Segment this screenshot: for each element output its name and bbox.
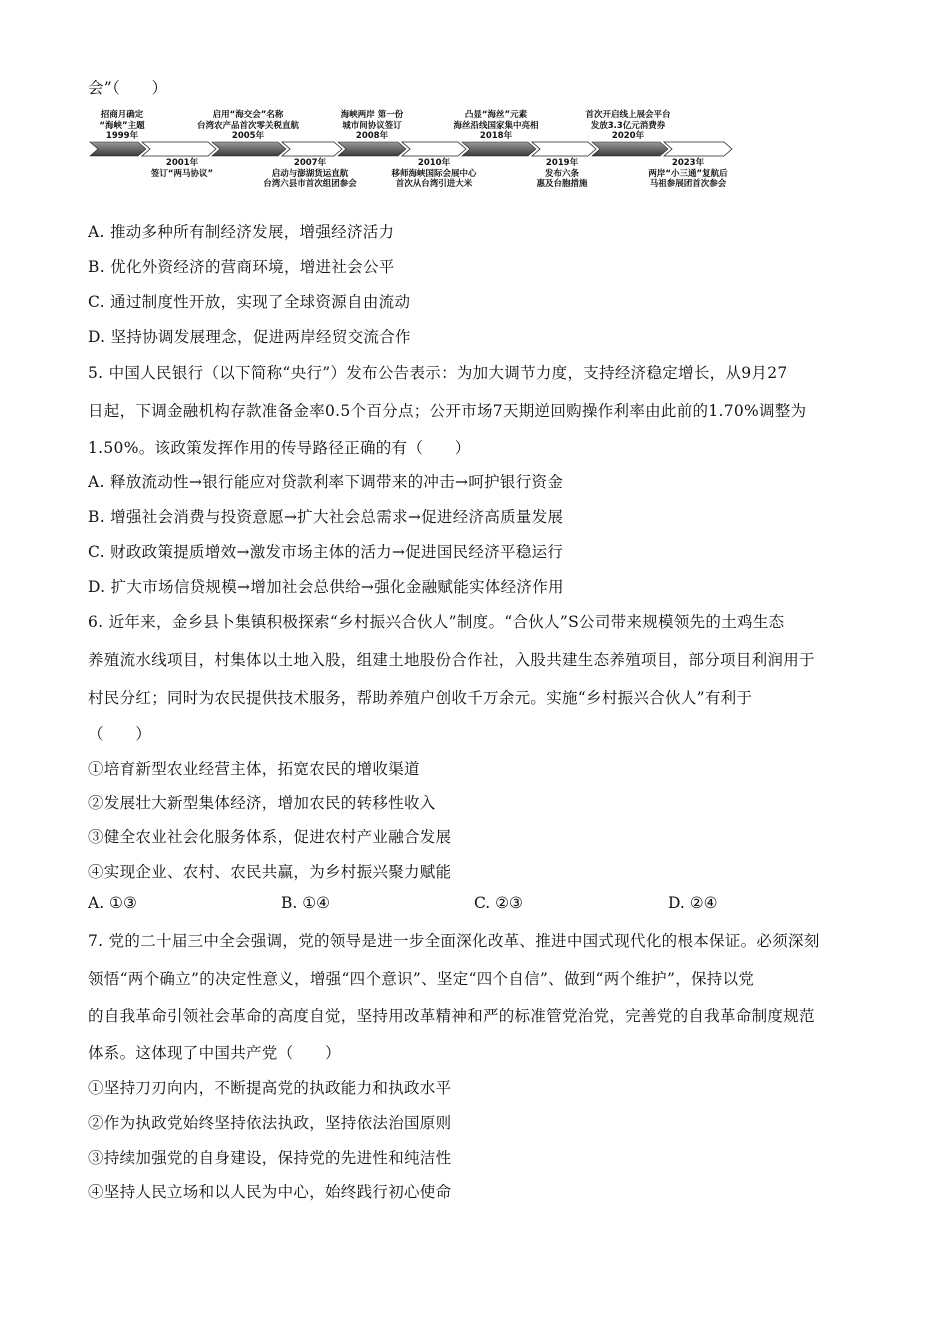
q6-answer-paren: （ ） bbox=[88, 725, 152, 743]
timeline-bottom-2019: 2019年 发布六条 惠及台胞措施 bbox=[536, 158, 588, 189]
timeline-top-2008: 海峡两岸 第一份 城市间协议签订 2008年 bbox=[340, 110, 404, 141]
q4-option-d[interactable]: D. 坚持协调发展理念，促进两岸经贸交流合作 bbox=[88, 328, 411, 346]
q5-stem-line-3: 1.50%。该政策发挥作用的传导路径正确的有（ ） bbox=[88, 439, 471, 457]
q4-option-a[interactable]: A. 推动多种所有制经济发展，增强经济活力 bbox=[88, 223, 395, 241]
q5-stem-line-1: 5. 中国人民银行（以下简称“央行”）发布公告表示：为加大调节力度，支持经济稳定增长，从9月27 bbox=[88, 364, 788, 382]
q7-item-2: ②作为执政党始终坚持依法执政，坚持依法治国原则 bbox=[88, 1114, 452, 1132]
q6-choice-a[interactable]: A. ①③ bbox=[88, 894, 137, 912]
q6-choice-c[interactable]: C. ②③ bbox=[474, 894, 523, 912]
q5-option-a[interactable]: A. 释放流动性→银行能应对贷款利率下调带来的冲击→呵护银行资金 bbox=[88, 473, 564, 491]
q6-stem-line-3: 村民分红；同时为农民提供技术服务，帮助养殖户创收千万余元。实施“乡村振兴合伙人”有利于 bbox=[88, 689, 753, 707]
q7-stem-line-1: 7. 党的二十届三中全会强调，党的领导是进一步全面深化改革、推进中国式现代化的根本保证。必须深刻 bbox=[88, 932, 820, 950]
arrow-seg-2005 bbox=[212, 142, 286, 156]
q6-item-4: ④实现企业、农村、农民共赢，为乡村振兴聚力赋能 bbox=[88, 863, 452, 881]
timeline-bottom-2023: 2023年 两岸“小三通”复航后 马祖参展团首次参会 bbox=[648, 158, 728, 189]
timeline-top-2018: 凸显“海丝”元素 海丝沿线国家集中亮相 2018年 bbox=[453, 110, 539, 141]
q6-choice-d[interactable]: D. ②④ bbox=[668, 894, 718, 912]
q6-item-1: ①培育新型农业经营主体，拓宽农民的增收渠道 bbox=[88, 760, 420, 778]
timeline-bottom-2010: 2010年 移师海峡国际会展中心 首次从台湾引进大米 bbox=[391, 158, 477, 189]
timeline-top-1999: 招商月确定 “海峡”主题 1999年 bbox=[99, 110, 145, 141]
q7-stem-line-3: 的自我革命引领社会革命的高度自觉，坚持用改革精神和严的标准管党治党，完善党的自我革命制度规范 bbox=[88, 1007, 815, 1025]
arrow-seg-2001 bbox=[142, 142, 216, 156]
arrow-seg-2007 bbox=[282, 142, 342, 156]
q6-item-2: ②发展壮大新型集体经济，增加农民的转移性收入 bbox=[88, 794, 436, 812]
q5-option-d[interactable]: D. 扩大市场信贷规模→增加社会总供给→强化金融赋能实体经济作用 bbox=[88, 578, 564, 596]
q4-option-b[interactable]: B. 优化外资经济的营商环境，增进社会公平 bbox=[88, 258, 395, 276]
q4-option-c[interactable]: C. 通过制度性开放，实现了全球资源自由流动 bbox=[88, 293, 411, 311]
timeline-top-2020: 首次开启线上展会平台 发放3.3亿元消费券 2020年 bbox=[585, 110, 671, 141]
arrow-seg-1999 bbox=[90, 142, 146, 156]
q6-choice-b[interactable]: B. ①④ bbox=[281, 894, 331, 912]
arrow-seg-2008 bbox=[338, 142, 406, 156]
q5-option-b[interactable]: B. 增强社会消费与投资意愿→扩大社会总需求→促进经济高质量发展 bbox=[88, 508, 564, 526]
arrow-seg-2020 bbox=[592, 142, 668, 156]
q7-item-1: ①坚持刀刃向内，不断提高党的执政能力和执政水平 bbox=[88, 1079, 452, 1097]
q7-item-4: ④坚持人民立场和以人民为中心，始终践行初心使命 bbox=[88, 1183, 452, 1201]
arrow-seg-2019 bbox=[532, 142, 596, 156]
haijiaohui-timeline-figure bbox=[88, 108, 738, 190]
timeline-bottom-2001: 2001年 签订“两马协议” bbox=[150, 158, 214, 179]
arrow-seg-2023 bbox=[664, 142, 732, 156]
q5-option-c[interactable]: C. 财政政策提质增效→激发市场主体的活力→促进国民经济平稳运行 bbox=[88, 543, 564, 561]
arrow-seg-2018 bbox=[462, 142, 536, 156]
q7-stem-line-2: 领悟“两个确立”的决定性意义，增强“四个意识”、坚定“四个自信”、做到“两个维护”，保持以党 bbox=[88, 970, 755, 988]
arrow-seg-2010 bbox=[402, 142, 466, 156]
timeline-bottom-2007: 2007年 启动与澎湖货运直航 台湾六县市首次组团参会 bbox=[263, 158, 357, 189]
q5-stem-line-2: 日起，下调金融机构存款准备金率0.5个百分点；公开市场7天期逆回购操作利率由此前的1.70%调整为 bbox=[88, 402, 807, 420]
timeline-top-2005: 启用“海交会”名称 台湾农产品首次零关税直航 2005年 bbox=[196, 110, 300, 141]
q4-stem-tail: 会”（ ） bbox=[88, 79, 168, 97]
q7-stem-line-4: 体系。这体现了中国共产党（ ） bbox=[88, 1044, 341, 1062]
q7-item-3: ③持续加强党的自身建设，保持党的先进性和纯洁性 bbox=[88, 1149, 452, 1167]
q6-item-3: ③健全农业社会化服务体系，促进农村产业融合发展 bbox=[88, 828, 452, 846]
q6-stem-line-2: 养殖流水线项目，村集体以土地入股，组建土地股份合作社，入股共建生态养殖项目，部分项目利润用于 bbox=[88, 651, 815, 669]
q6-stem-line-1: 6. 近年来，金乡县卜集镇积极探索“乡村振兴合伙人”制度。“合伙人”S公司带来规模领先的土鸡生态 bbox=[88, 613, 785, 631]
